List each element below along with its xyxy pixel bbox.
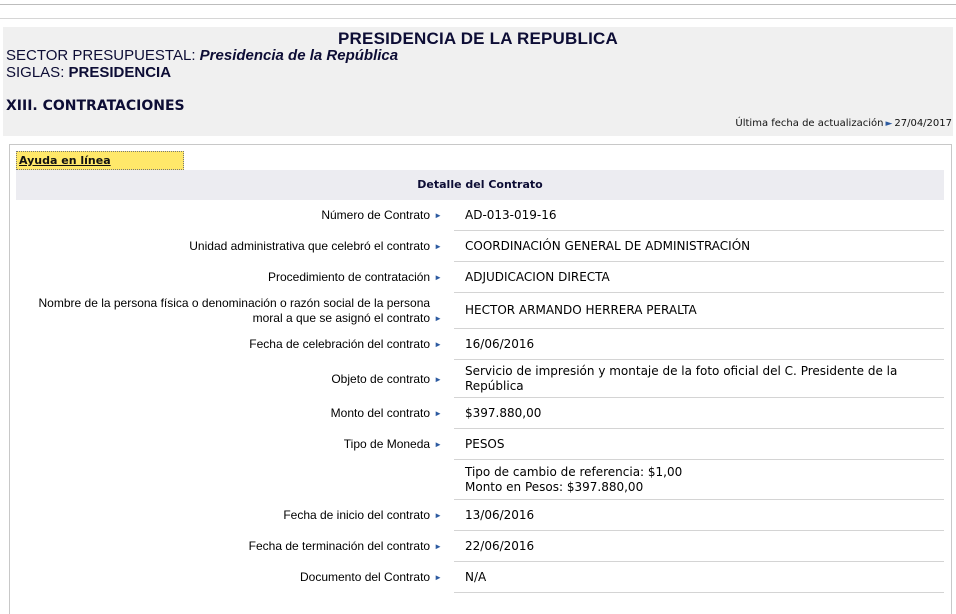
sector-label: SECTOR PRESUPUESTAL: [6, 47, 196, 64]
last-update-label: Última fecha de actualización [735, 118, 884, 129]
detail-row [10, 398, 951, 429]
row-value: N/A [454, 562, 944, 593]
row-value: 13/06/2016 [454, 500, 944, 531]
row-label: Procedimiento de contratación ► [267, 270, 442, 284]
detail-row [10, 531, 951, 562]
row-value: 16/06/2016 [454, 329, 944, 360]
row-label: Fecha de celebración del contrato ► [249, 337, 442, 351]
siglas-value: PRESIDENCIA [68, 64, 172, 81]
sector-line [6, 47, 398, 64]
row-label: Fecha de terminación del contrato ► [248, 539, 442, 553]
row-value: ADJUDICACION DIRECTA [454, 262, 944, 293]
help-link[interactable]: Ayuda en línea [16, 151, 184, 170]
detail-row [10, 329, 951, 360]
detail-title: Detalle del Contrato [16, 170, 944, 200]
row-label [10, 460, 446, 500]
right-triangle-icon: ► [434, 440, 442, 449]
page-title: PRESIDENCIA DE LA REPUBLICA [338, 29, 618, 48]
row-label: Monto del contrato ► [330, 406, 442, 420]
row-value [454, 460, 944, 500]
right-triangle-icon: ► [434, 314, 442, 323]
right-triangle-icon: ► [434, 374, 442, 384]
right-triangle-icon: ► [434, 409, 442, 418]
right-triangle-icon: ► [434, 542, 442, 551]
right-triangle-icon: ► [885, 119, 893, 129]
right-triangle-icon: ► [434, 573, 442, 582]
row-label: Objeto de contrato ► [331, 371, 442, 386]
last-update [735, 118, 952, 129]
detail-row [10, 500, 951, 531]
section-title: XIII. CONTRATACIONES [6, 98, 185, 114]
detail-row [10, 360, 951, 398]
row-value: COORDINACIÓN GENERAL DE ADMINISTRACIÓN [454, 231, 944, 262]
right-triangle-icon: ► [434, 211, 442, 220]
sector-value: Presidencia de la República [199, 47, 399, 64]
row-label: Tipo de Moneda ► [343, 437, 442, 451]
siglas-label: SIGLAS: [6, 64, 65, 81]
row-value: 22/06/2016 [454, 531, 944, 562]
exchange-rate: Tipo de cambio de referencia: $1,00 [465, 464, 683, 479]
row-value: $397.880,00 [454, 398, 944, 429]
detail-row [10, 200, 951, 231]
detail-row [10, 293, 951, 329]
right-triangle-icon: ► [434, 273, 442, 282]
detail-row [10, 460, 951, 500]
last-update-value: 27/04/2017 [894, 118, 952, 129]
divider [0, 18, 956, 19]
row-label: Documento del Contrato ► [300, 570, 442, 584]
detail-row [10, 231, 951, 262]
detail-row [10, 262, 951, 293]
contract-panel [9, 144, 952, 614]
browser-top-border [0, 0, 956, 5]
row-value: AD-013-019-16 [454, 200, 944, 231]
row-label: Fecha de inicio del contrato ► [283, 508, 442, 522]
right-triangle-icon: ► [434, 340, 442, 349]
row-value: HECTOR ARMANDO HERRERA PERALTA [454, 293, 944, 329]
right-triangle-icon: ► [434, 242, 442, 251]
row-value: Servicio de impresión y montaje de la foto oficial del C. Presidente de la República [454, 360, 944, 398]
amount-pesos: Monto en Pesos: $397.880,00 [465, 479, 644, 494]
row-value: PESOS [454, 429, 944, 460]
detail-row [10, 562, 951, 593]
row-label: Número de Contrato ► [321, 208, 442, 222]
row-label: Nombre de la persona física o denominación o razón social de la persona moral a que se asignó el contrato ► [10, 293, 446, 329]
detail-row [10, 429, 951, 460]
row-label: Unidad administrativa que celebró el contrato ► [189, 239, 442, 253]
siglas-line [6, 64, 171, 81]
right-triangle-icon: ► [434, 511, 442, 520]
